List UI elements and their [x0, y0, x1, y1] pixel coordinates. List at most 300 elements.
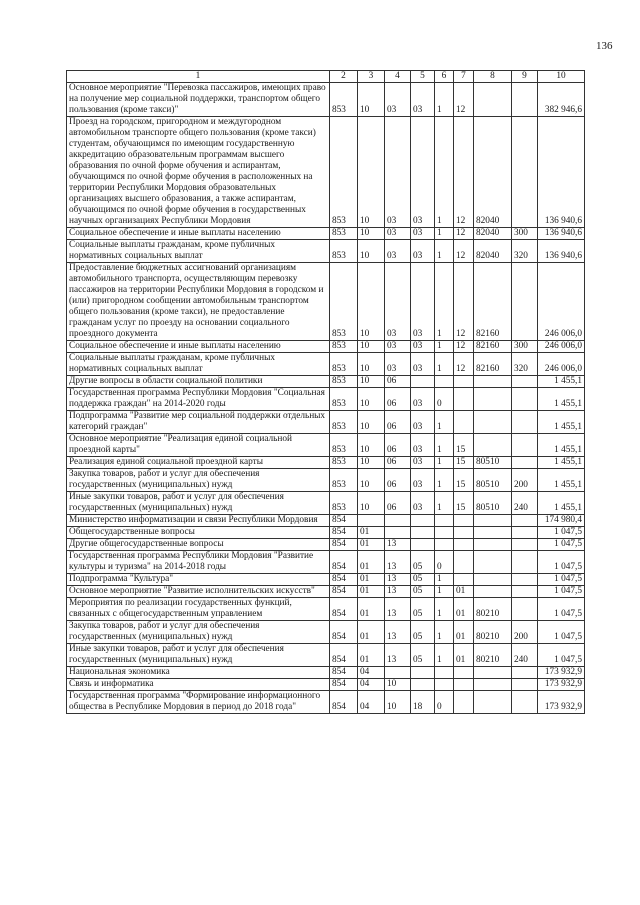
- admin-code-cell: 854: [330, 527, 358, 539]
- subsection-cell: 06: [385, 469, 411, 492]
- program-cell: [411, 539, 435, 551]
- amount-cell: 136 940,6: [538, 228, 585, 240]
- subsection-cell: 03: [385, 263, 411, 341]
- program-cell: 18: [411, 691, 435, 714]
- expense-type-cell: [512, 539, 538, 551]
- subprogram-cell: 1: [435, 341, 454, 353]
- event-cell: 12: [454, 83, 474, 117]
- row-name-cell: Связь и информатика: [67, 679, 330, 691]
- event-cell: 12: [454, 353, 474, 376]
- subsection-cell: 03: [385, 353, 411, 376]
- direction-cell: [474, 376, 512, 388]
- table-row: [67, 457, 585, 469]
- subprogram-cell: 1: [435, 240, 454, 263]
- section-cell: 01: [358, 527, 385, 539]
- program-cell: 05: [411, 644, 435, 667]
- event-cell: [454, 691, 474, 714]
- program-cell: 03: [411, 240, 435, 263]
- program-cell: 03: [411, 353, 435, 376]
- subsection-cell: 13: [385, 586, 411, 598]
- row-name-cell: Министерство информатизации и связи Республики Мордовия: [67, 515, 330, 527]
- admin-code-cell: 853: [330, 117, 358, 228]
- subsection-cell: 03: [385, 228, 411, 240]
- program-cell: 03: [411, 411, 435, 434]
- subprogram-cell: 1: [435, 83, 454, 117]
- event-cell: [454, 551, 474, 574]
- event-cell: [454, 679, 474, 691]
- amount-cell: 173 932,9: [538, 679, 585, 691]
- column-header: 5: [411, 71, 435, 83]
- table-row: [67, 667, 585, 679]
- subsection-cell: 06: [385, 492, 411, 515]
- subsection-cell: 13: [385, 574, 411, 586]
- section-cell: 04: [358, 679, 385, 691]
- table-row: [67, 341, 585, 353]
- expense-type-cell: 300: [512, 341, 538, 353]
- row-name-cell: Иные закупки товаров, работ и услуг для обеспечения государственных (муниципальных) нужд: [67, 644, 330, 667]
- expense-type-cell: 300: [512, 228, 538, 240]
- direction-cell: [474, 539, 512, 551]
- subsection-cell: [385, 515, 411, 527]
- amount-cell: 1 455,1: [538, 492, 585, 515]
- table-row: [67, 539, 585, 551]
- column-header: 8: [474, 71, 512, 83]
- event-cell: 15: [454, 469, 474, 492]
- row-name-cell: Общегосударственные вопросы: [67, 527, 330, 539]
- section-cell: 01: [358, 574, 385, 586]
- section-cell: 10: [358, 388, 385, 411]
- amount-cell: 1 455,1: [538, 469, 585, 492]
- subprogram-cell: 1: [435, 644, 454, 667]
- expense-type-cell: [512, 515, 538, 527]
- row-name-cell: Социальное обеспечение и иные выплаты населению: [67, 341, 330, 353]
- program-cell: 03: [411, 434, 435, 457]
- expense-type-cell: 320: [512, 240, 538, 263]
- amount-cell: 1 047,5: [538, 621, 585, 644]
- event-cell: 15: [454, 457, 474, 469]
- event-cell: [454, 527, 474, 539]
- admin-code-cell: 853: [330, 457, 358, 469]
- expense-type-cell: 200: [512, 621, 538, 644]
- program-cell: 03: [411, 228, 435, 240]
- event-cell: [454, 515, 474, 527]
- admin-code-cell: 853: [330, 228, 358, 240]
- admin-code-cell: 854: [330, 691, 358, 714]
- amount-cell: 246 006,0: [538, 353, 585, 376]
- subsection-cell: 03: [385, 117, 411, 228]
- admin-code-cell: 854: [330, 598, 358, 621]
- section-cell: 10: [358, 83, 385, 117]
- admin-code-cell: 853: [330, 388, 358, 411]
- subprogram-cell: 1: [435, 411, 454, 434]
- row-name-cell: Государственная программа Республики Мордовия "Развитие культуры и туризма" на 2014-2018 годы: [67, 551, 330, 574]
- amount-cell: 382 946,6: [538, 83, 585, 117]
- row-name-cell: Реализация единой социальной проездной карты: [67, 457, 330, 469]
- column-header: 3: [358, 71, 385, 83]
- program-cell: 05: [411, 586, 435, 598]
- table-row: [67, 263, 585, 341]
- program-cell: 05: [411, 574, 435, 586]
- row-name-cell: Социальные выплаты гражданам, кроме публичных нормативных социальных выплат: [67, 240, 330, 263]
- subprogram-cell: [435, 515, 454, 527]
- subprogram-cell: 1: [435, 228, 454, 240]
- amount-cell: 136 940,6: [538, 240, 585, 263]
- row-name-cell: Мероприятия по реализации государственных функций, связанных с общегосударственным управлением: [67, 598, 330, 621]
- event-cell: [454, 388, 474, 411]
- program-cell: [411, 376, 435, 388]
- expense-type-cell: [512, 527, 538, 539]
- subprogram-cell: 1: [435, 457, 454, 469]
- direction-cell: 82160: [474, 341, 512, 353]
- expense-type-cell: [512, 551, 538, 574]
- row-name-cell: Предоставление бюджетных ассигнований организациям автомобильного транспорта, осуществляющим перевозку пассажиров на территории Республики Мордовия в городском и (или) пригородном сообщении автомобильным транспортом общего пользования (кроме такси), не предоставление гражданам услуг по проезду на основании социального проездного документа: [67, 263, 330, 341]
- subsection-cell: [385, 667, 411, 679]
- section-cell: 10: [358, 353, 385, 376]
- direction-cell: [474, 434, 512, 457]
- row-name-cell: Основное мероприятие "Реализация единой социальной проездной карты": [67, 434, 330, 457]
- subprogram-cell: 1: [435, 434, 454, 457]
- column-header: 9: [512, 71, 538, 83]
- table-row: [67, 469, 585, 492]
- table-row: [67, 621, 585, 644]
- event-cell: 15: [454, 492, 474, 515]
- section-cell: 10: [358, 376, 385, 388]
- section-cell: 01: [358, 539, 385, 551]
- subprogram-cell: 1: [435, 263, 454, 341]
- expense-type-cell: 240: [512, 492, 538, 515]
- section-cell: 10: [358, 263, 385, 341]
- subprogram-cell: [435, 679, 454, 691]
- direction-cell: 80210: [474, 644, 512, 667]
- direction-cell: [474, 574, 512, 586]
- section-cell: 01: [358, 598, 385, 621]
- event-cell: [454, 574, 474, 586]
- direction-cell: [474, 667, 512, 679]
- subsection-cell: 06: [385, 411, 411, 434]
- admin-code-cell: 853: [330, 83, 358, 117]
- event-cell: 01: [454, 644, 474, 667]
- program-cell: 03: [411, 263, 435, 341]
- direction-cell: 80210: [474, 621, 512, 644]
- row-name-cell: Закупка товаров, работ и услуг для обеспечения государственных (муниципальных) нужд: [67, 469, 330, 492]
- row-name-cell: Закупка товаров, работ и услуг для обеспечения государственных (муниципальных) нужд: [67, 621, 330, 644]
- subprogram-cell: 0: [435, 691, 454, 714]
- direction-cell: 80510: [474, 457, 512, 469]
- subsection-cell: 03: [385, 341, 411, 353]
- event-cell: 15: [454, 434, 474, 457]
- admin-code-cell: 854: [330, 586, 358, 598]
- expense-type-cell: [512, 586, 538, 598]
- table-row: [67, 411, 585, 434]
- event-cell: 01: [454, 598, 474, 621]
- amount-cell: 174 980,4: [538, 515, 585, 527]
- direction-cell: 82040: [474, 228, 512, 240]
- direction-cell: 82040: [474, 240, 512, 263]
- event-cell: 12: [454, 240, 474, 263]
- direction-cell: [474, 411, 512, 434]
- row-name-cell: Социальное обеспечение и иные выплаты населению: [67, 228, 330, 240]
- column-header: 10: [538, 71, 585, 83]
- section-cell: 04: [358, 691, 385, 714]
- subsection-cell: 13: [385, 621, 411, 644]
- direction-cell: 80510: [474, 492, 512, 515]
- program-cell: 03: [411, 457, 435, 469]
- subprogram-cell: 1: [435, 598, 454, 621]
- event-cell: 12: [454, 117, 474, 228]
- admin-code-cell: 853: [330, 411, 358, 434]
- table-row: [67, 240, 585, 263]
- admin-code-cell: 853: [330, 492, 358, 515]
- subprogram-cell: 0: [435, 551, 454, 574]
- program-cell: 03: [411, 83, 435, 117]
- admin-code-cell: 854: [330, 621, 358, 644]
- program-cell: 03: [411, 492, 435, 515]
- table-row: [67, 691, 585, 714]
- subprogram-cell: [435, 376, 454, 388]
- column-header: 6: [435, 71, 454, 83]
- page-number: 136: [596, 40, 613, 52]
- admin-code-cell: 854: [330, 539, 358, 551]
- subprogram-cell: 0: [435, 388, 454, 411]
- subprogram-cell: 1: [435, 117, 454, 228]
- section-cell: 10: [358, 341, 385, 353]
- subsection-cell: 13: [385, 644, 411, 667]
- subprogram-cell: [435, 539, 454, 551]
- expense-type-cell: [512, 263, 538, 341]
- row-name-cell: Основное мероприятие "Развитие исполнительских искусств": [67, 586, 330, 598]
- table-row: [67, 574, 585, 586]
- subsection-cell: 10: [385, 679, 411, 691]
- table-row: [67, 551, 585, 574]
- section-cell: 10: [358, 228, 385, 240]
- section-cell: 04: [358, 667, 385, 679]
- event-cell: 12: [454, 228, 474, 240]
- subsection-cell: 13: [385, 551, 411, 574]
- program-cell: [411, 679, 435, 691]
- direction-cell: 80510: [474, 469, 512, 492]
- section-cell: 01: [358, 621, 385, 644]
- section-cell: 10: [358, 492, 385, 515]
- expense-type-cell: [512, 691, 538, 714]
- admin-code-cell: 854: [330, 644, 358, 667]
- section-cell: 01: [358, 551, 385, 574]
- direction-cell: 80210: [474, 598, 512, 621]
- admin-code-cell: 853: [330, 353, 358, 376]
- subsection-cell: 03: [385, 240, 411, 263]
- expense-type-cell: [512, 457, 538, 469]
- program-cell: 03: [411, 117, 435, 228]
- row-name-cell: Социальные выплаты гражданам, кроме публичных нормативных социальных выплат: [67, 353, 330, 376]
- program-cell: 03: [411, 388, 435, 411]
- direction-cell: [474, 388, 512, 411]
- admin-code-cell: 853: [330, 341, 358, 353]
- amount-cell: 1 047,5: [538, 644, 585, 667]
- event-cell: 01: [454, 621, 474, 644]
- table-row: [67, 117, 585, 228]
- admin-code-cell: 854: [330, 574, 358, 586]
- subprogram-cell: 1: [435, 469, 454, 492]
- subsection-cell: 10: [385, 691, 411, 714]
- event-cell: [454, 376, 474, 388]
- admin-code-cell: 854: [330, 551, 358, 574]
- amount-cell: 1 047,5: [538, 527, 585, 539]
- direction-cell: [474, 679, 512, 691]
- subsection-cell: 03: [385, 83, 411, 117]
- row-name-cell: Национальная экономика: [67, 667, 330, 679]
- column-header: 4: [385, 71, 411, 83]
- section-cell: 01: [358, 586, 385, 598]
- expense-type-cell: [512, 117, 538, 228]
- amount-cell: 173 932,9: [538, 667, 585, 679]
- table-row: [67, 527, 585, 539]
- amount-cell: 1 047,5: [538, 551, 585, 574]
- column-header: 1: [67, 71, 330, 83]
- column-header: 2: [330, 71, 358, 83]
- program-cell: [411, 515, 435, 527]
- amount-cell: 246 006,0: [538, 341, 585, 353]
- section-cell: 10: [358, 411, 385, 434]
- direction-cell: [474, 691, 512, 714]
- amount-cell: 1 455,1: [538, 434, 585, 457]
- subsection-cell: 06: [385, 457, 411, 469]
- subsection-cell: 06: [385, 376, 411, 388]
- row-name-cell: Основное мероприятие "Перевозка пассажиров, имеющих право на получение мер социальной поддержки, транспортом общего пользования (кроме такси)": [67, 83, 330, 117]
- direction-cell: [474, 527, 512, 539]
- row-name-cell: Другие общегосударственные вопросы: [67, 539, 330, 551]
- section-cell: 01: [358, 644, 385, 667]
- subprogram-cell: [435, 667, 454, 679]
- table-row: [67, 434, 585, 457]
- table-header-row: [67, 71, 585, 83]
- amount-cell: 136 940,6: [538, 117, 585, 228]
- direction-cell: [474, 515, 512, 527]
- expense-type-cell: [512, 574, 538, 586]
- admin-code-cell: 854: [330, 515, 358, 527]
- expense-type-cell: [512, 434, 538, 457]
- budget-table: [66, 70, 585, 714]
- column-header: 7: [454, 71, 474, 83]
- direction-cell: [474, 83, 512, 117]
- program-cell: 05: [411, 598, 435, 621]
- amount-cell: 1 047,5: [538, 598, 585, 621]
- table-row: [67, 376, 585, 388]
- direction-cell: 82160: [474, 263, 512, 341]
- admin-code-cell: 853: [330, 263, 358, 341]
- subsection-cell: 13: [385, 598, 411, 621]
- expense-type-cell: 200: [512, 469, 538, 492]
- table-row: [67, 515, 585, 527]
- direction-cell: [474, 586, 512, 598]
- expense-type-cell: [512, 83, 538, 117]
- table-body: [67, 83, 585, 714]
- amount-cell: 1 047,5: [538, 574, 585, 586]
- program-cell: 05: [411, 551, 435, 574]
- amount-cell: 1 455,1: [538, 457, 585, 469]
- program-cell: [411, 527, 435, 539]
- amount-cell: 1 455,1: [538, 376, 585, 388]
- table-row: [67, 388, 585, 411]
- table-row: [67, 679, 585, 691]
- event-cell: 01: [454, 586, 474, 598]
- event-cell: 12: [454, 263, 474, 341]
- amount-cell: 173 932,9: [538, 691, 585, 714]
- table-row: [67, 644, 585, 667]
- section-cell: 10: [358, 457, 385, 469]
- table-row: [67, 586, 585, 598]
- row-name-cell: Подпрограмма "Развитие мер социальной поддержки отдельных категорий граждан": [67, 411, 330, 434]
- table-row: [67, 353, 585, 376]
- program-cell: 03: [411, 469, 435, 492]
- row-name-cell: Государственная программа Республики Мордовия "Социальная поддержка граждан" на 2014-2020 годы: [67, 388, 330, 411]
- amount-cell: 246 006,0: [538, 263, 585, 341]
- admin-code-cell: 853: [330, 376, 358, 388]
- program-cell: [411, 667, 435, 679]
- expense-type-cell: [512, 376, 538, 388]
- event-cell: [454, 411, 474, 434]
- subsection-cell: 06: [385, 434, 411, 457]
- subprogram-cell: [435, 527, 454, 539]
- event-cell: [454, 539, 474, 551]
- section-cell: 10: [358, 240, 385, 263]
- row-name-cell: Другие вопросы в области социальной политики: [67, 376, 330, 388]
- amount-cell: 1 047,5: [538, 586, 585, 598]
- section-cell: 10: [358, 434, 385, 457]
- subprogram-cell: 1: [435, 586, 454, 598]
- subprogram-cell: 1: [435, 492, 454, 515]
- section-cell: 10: [358, 117, 385, 228]
- amount-cell: 1 455,1: [538, 411, 585, 434]
- amount-cell: 1 455,1: [538, 388, 585, 411]
- table-row: [67, 598, 585, 621]
- admin-code-cell: 854: [330, 679, 358, 691]
- admin-code-cell: 853: [330, 240, 358, 263]
- table-row: [67, 492, 585, 515]
- row-name-cell: Иные закупки товаров, работ и услуг для обеспечения государственных (муниципальных) нужд: [67, 492, 330, 515]
- subsection-cell: [385, 527, 411, 539]
- expense-type-cell: 320: [512, 353, 538, 376]
- amount-cell: 1 047,5: [538, 539, 585, 551]
- admin-code-cell: 853: [330, 434, 358, 457]
- row-name-cell: Подпрограмма "Культура": [67, 574, 330, 586]
- section-cell: [358, 515, 385, 527]
- direction-cell: [474, 551, 512, 574]
- section-cell: 10: [358, 469, 385, 492]
- expense-type-cell: [512, 388, 538, 411]
- expense-type-cell: [512, 598, 538, 621]
- admin-code-cell: 853: [330, 469, 358, 492]
- table-row: [67, 228, 585, 240]
- expense-type-cell: 240: [512, 644, 538, 667]
- row-name-cell: Государственная программа "Формирование информационного общества в Республике Мордовия в период до 2018 года": [67, 691, 330, 714]
- table-row: [67, 83, 585, 117]
- direction-cell: 82160: [474, 353, 512, 376]
- subprogram-cell: 1: [435, 353, 454, 376]
- subprogram-cell: 1: [435, 574, 454, 586]
- expense-type-cell: [512, 679, 538, 691]
- expense-type-cell: [512, 411, 538, 434]
- program-cell: 03: [411, 341, 435, 353]
- admin-code-cell: 854: [330, 667, 358, 679]
- subsection-cell: 13: [385, 539, 411, 551]
- program-cell: 05: [411, 621, 435, 644]
- event-cell: [454, 667, 474, 679]
- subprogram-cell: 1: [435, 621, 454, 644]
- expense-type-cell: [512, 667, 538, 679]
- event-cell: 12: [454, 341, 474, 353]
- subsection-cell: 06: [385, 388, 411, 411]
- row-name-cell: Проезд на городском, пригородном и междугородном автомобильном транспорте общего пользования (кроме такси) студентам, обучающимся по имеющим государственную аккредитацию образовательным программам высшего образования по очной форме обучения и аспирантам, обучающимся по очной форме обучения в расположенных на территории Республики Мордовия образовательных организациях высшего образования, а также аспирантам, обучающимся по очной форме обучения в государственных научных организациях Республики Мордовия: [67, 117, 330, 228]
- direction-cell: 82040: [474, 117, 512, 228]
